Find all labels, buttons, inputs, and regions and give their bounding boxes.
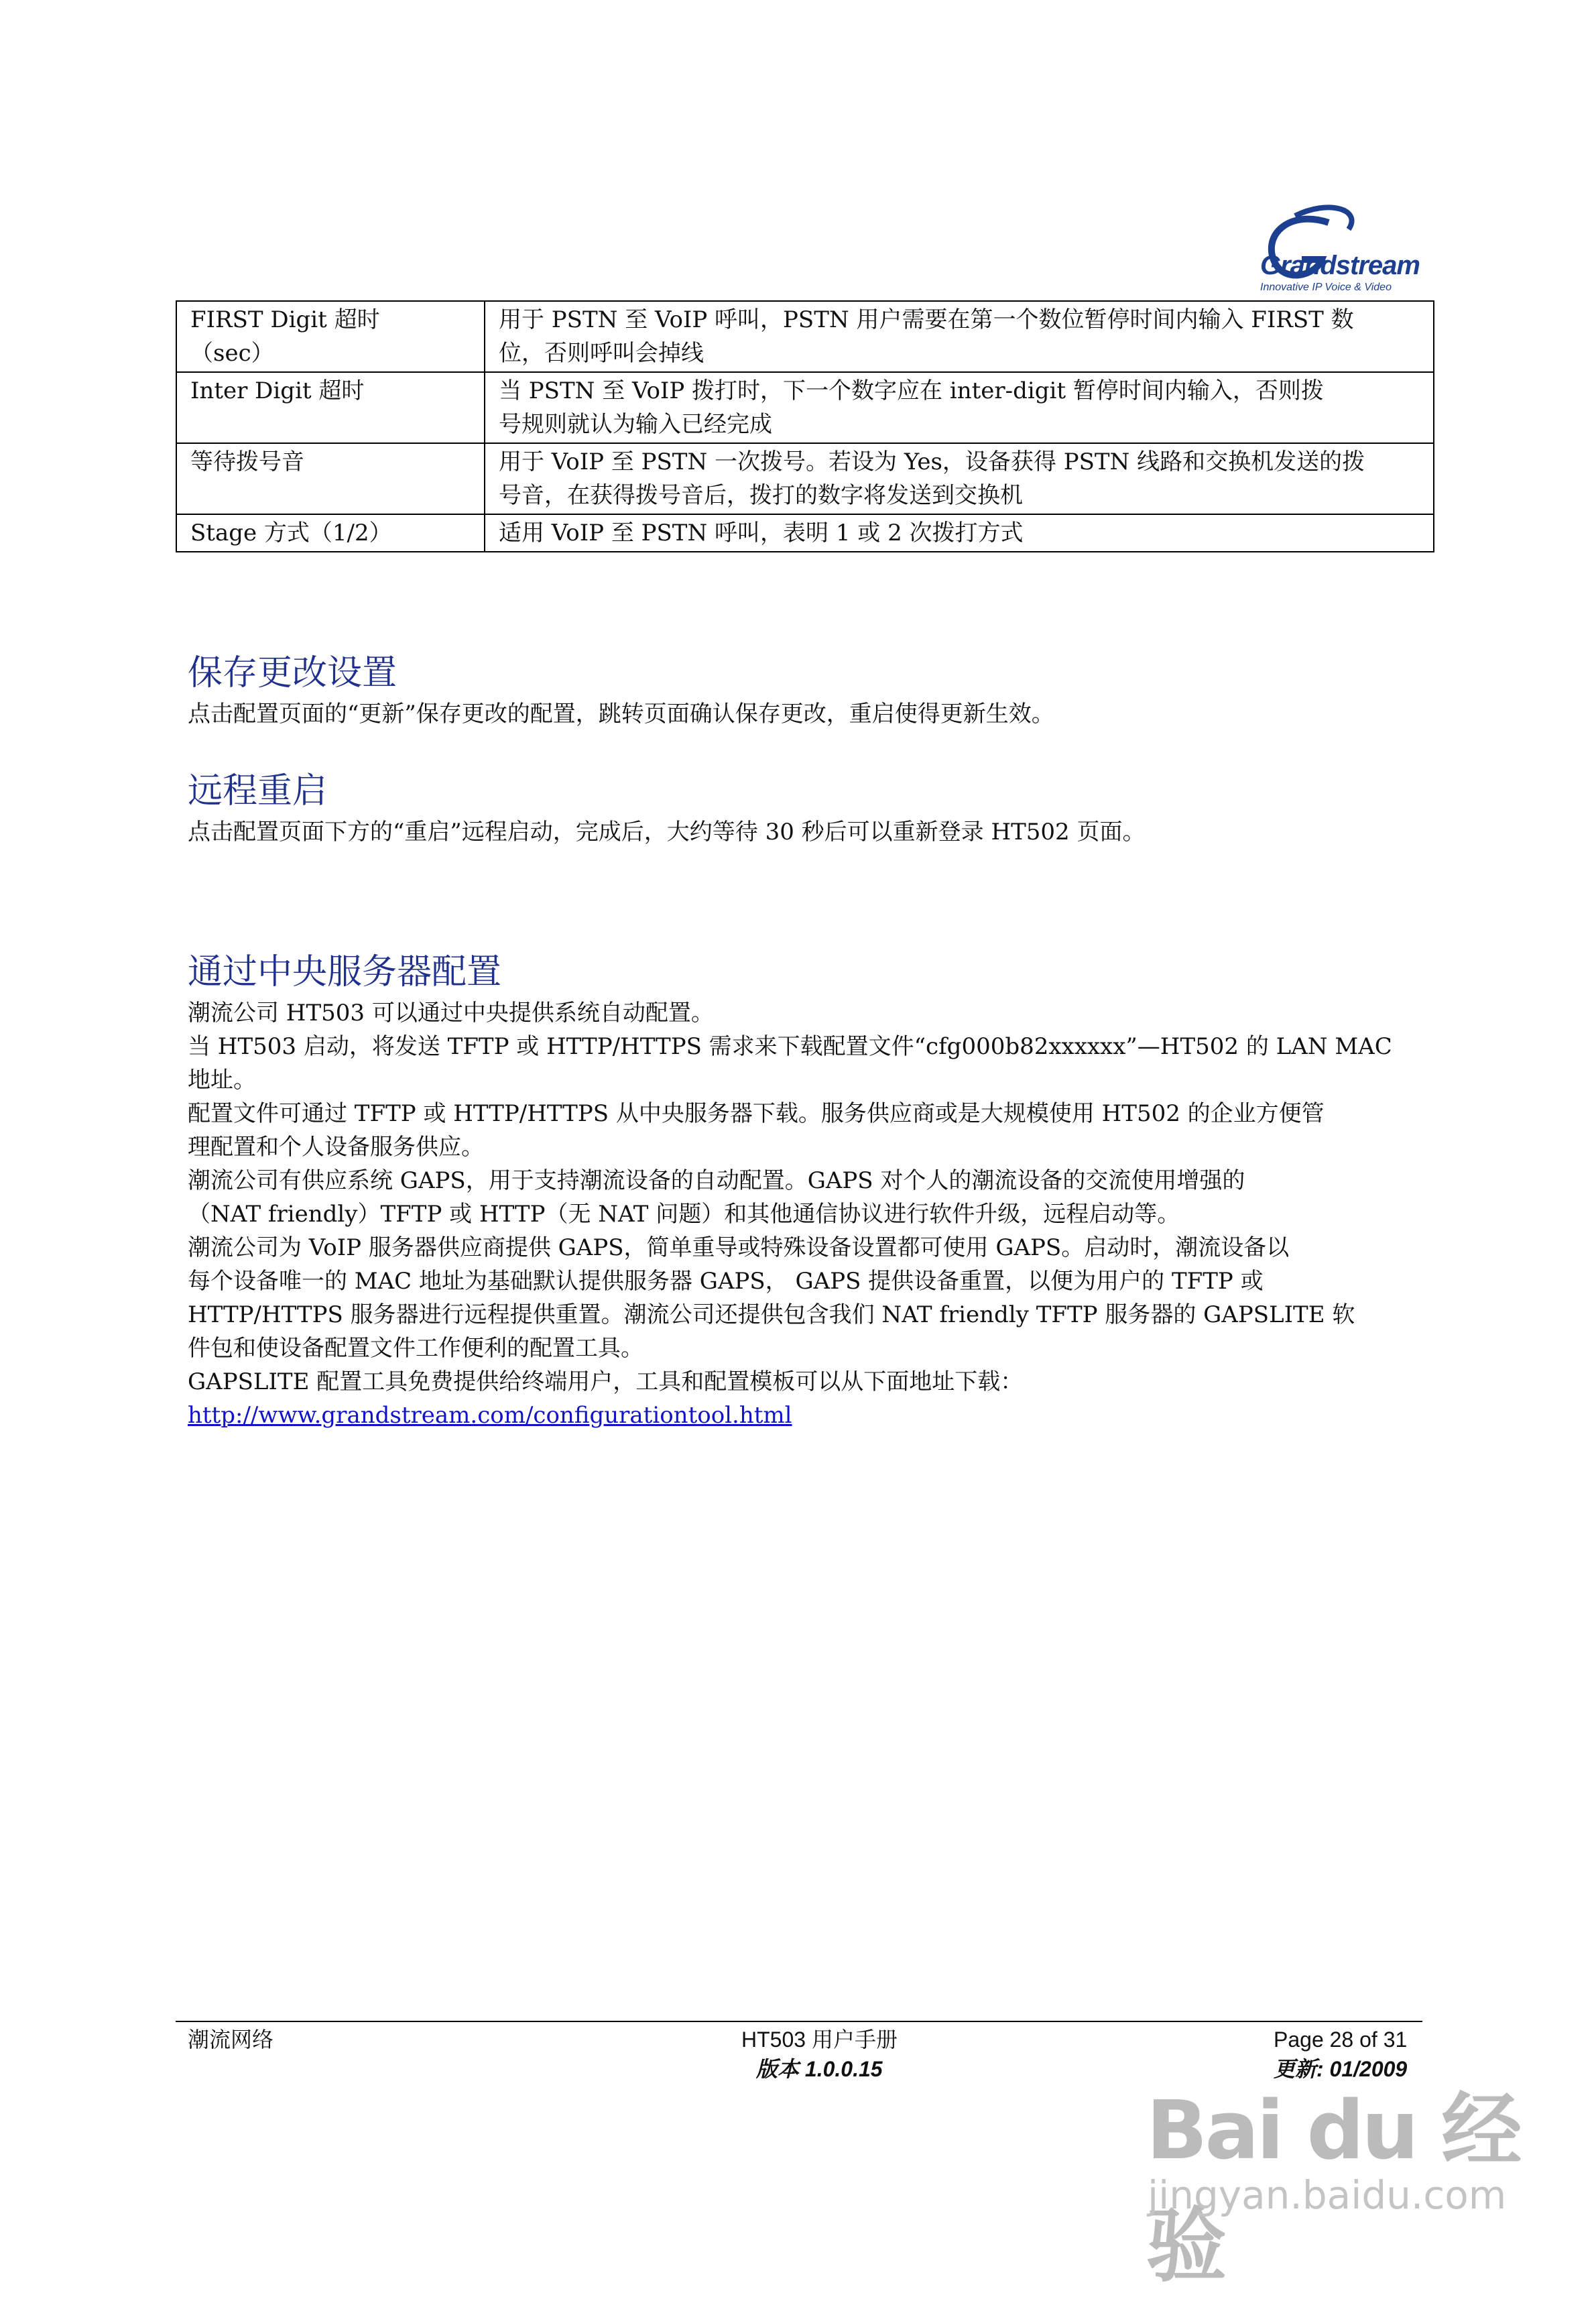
footer-company: 潮流网络 xyxy=(188,2027,274,2052)
parameter-table xyxy=(176,300,1434,552)
param-name: 等待拨号音 xyxy=(176,443,485,514)
footer-page-number: Page 28 of 31 xyxy=(1274,2027,1408,2052)
table-row xyxy=(176,514,1434,552)
logo-wordmark: Grandstream xyxy=(1260,251,1420,280)
watermark-site: jingyan.baidu.com xyxy=(1148,2172,1507,2218)
param-name: Inter Digit 超时 xyxy=(176,372,485,443)
param-name: FIRST Digit 超时 （sec） xyxy=(176,301,485,372)
table-row xyxy=(176,443,1434,514)
footer-version: 版本 1.0.0.15 xyxy=(756,2057,883,2081)
param-description: 用于 PSTN 至 VoIP 呼叫，PSTN 用户需要在第一个数位暂停时间内输入 FIRST 数 位，否则呼叫会掉线 xyxy=(485,301,1434,372)
param-description: 适用 VoIP 至 PSTN 呼叫，表明 1 或 2 次拨打方式 xyxy=(485,514,1434,552)
param-description: 当 PSTN 至 VoIP 拨打时，下一个数字应在 inter-digit 暂停时间内输入，否则拨 号规则就认为输入已经完成 xyxy=(485,372,1434,443)
section-body-central: 潮流公司 HT503 可以通过中央提供系统自动配置。 当 HT503 启动，将发送 TFTP 或 HTTP/HTTPS 需求来下载配置文件“cfg000b82xxxxxx”—HT502 的 LAN MAC 地址。 配置文件可通过 TFTP 或 HTTP/HTTPS 从中央服务器下载。服务供应商或是大规模使用 HT502 的企业方便管 理配置和个人设备服务供应。 潮流公司有供应系统 GAPS，用于支持潮流设备的自动配置。GAPS 对个人的潮流设备的交流使用增强的 （NAT friendly）TFTP 或 HTTP（无 NAT 问题）和其他通信协议进行软件升级，远程启动等。 潮流公司为 VoIP 服务器供应商提供 GAPS，简单重导或特殊设备设置都可使用 GAPS。启动时，潮流设备以 每个设备唯一的 MAC 地址为基础默认提供服务器 GAPS， GAPS 提供设备重置，以便为用户的 TFTP 或 HTTP/HTTPS 服务器进行远程提供重置。潮流公司还提供包含我们 NAT friendly TFTP 服务器的 GAPSLITE 软 件包和使设备配置文件工作便利的配置工具。 GAPSLITE 配置工具免费提供给终端用户，工具和配置模板可以从下面地址下载： xyxy=(188,1000,1392,1395)
section-body-reboot: 点击配置页面下方的“重启”远程启动，完成后，大约等待 30 秒后可以重新登录 HT502 页面。 xyxy=(188,819,1146,845)
section-title-central: 通过中央服务器配置 xyxy=(188,952,502,992)
logo-tagline: Innovative IP Voice & Video xyxy=(1260,282,1392,293)
section-title-reboot: 远程重启 xyxy=(188,771,328,811)
config-tool-link[interactable]: http://www.grandstream.com/configurationtool.html xyxy=(188,1402,792,1429)
param-name: Stage 方式（1/2） xyxy=(176,514,485,552)
baidu-watermark: Bai du 经验 xyxy=(1146,2084,1520,2293)
section-body-save: 点击配置页面的“更新”保存更改的配置，跳转页面确认保存更改，重启使得更新生效。 xyxy=(188,701,1054,727)
table-row xyxy=(176,301,1434,372)
table-row xyxy=(176,372,1434,443)
param-description: 用于 VoIP 至 PSTN 一次拨号。若设为 Yes，设备获得 PSTN 线路和交换机发送的拨 号音，在获得拨号音后，拨打的数字将发送到交换机 xyxy=(485,443,1434,514)
footer-divider xyxy=(176,2021,1422,2022)
footer-updated: 更新: 01/2009 xyxy=(1274,2057,1408,2081)
section-title-save: 保存更改设置 xyxy=(188,653,397,693)
footer-manual-title: HT503 用户手册 xyxy=(741,2027,898,2052)
